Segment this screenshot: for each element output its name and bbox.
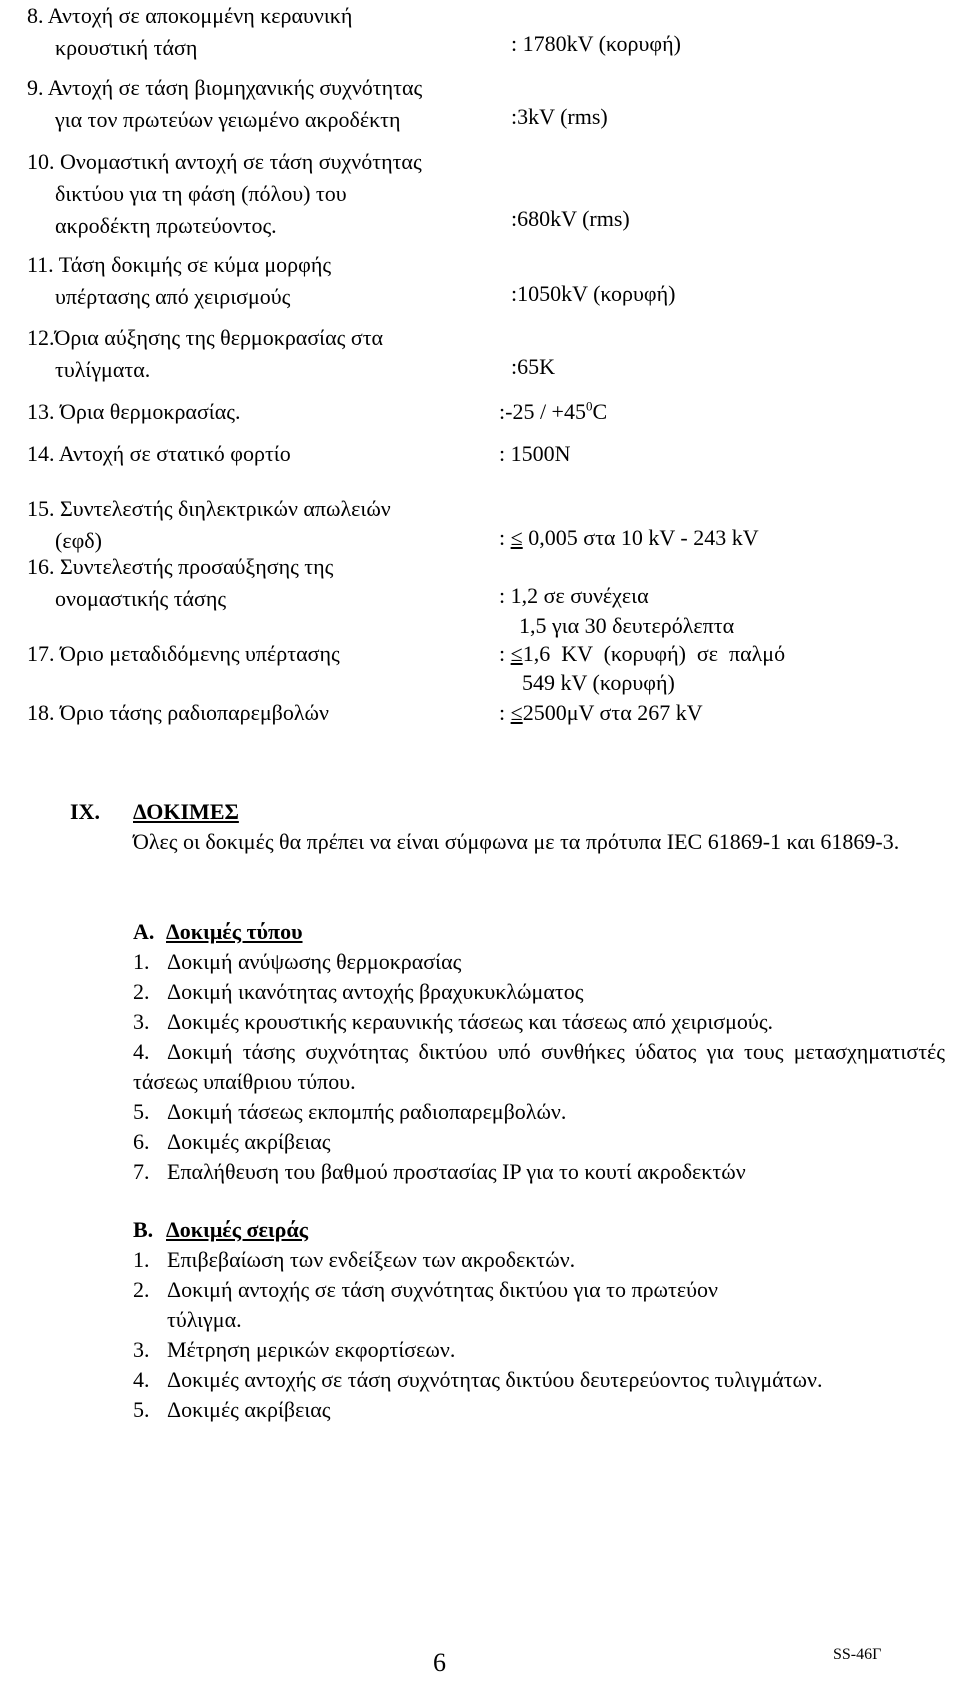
degree-superscript: 0: [585, 398, 593, 414]
leq-symbol: ≤: [510, 525, 523, 550]
routine-test-text-4: Δοκιμές αντοχής σε τάση συχνότητας δικτύου δευτερεύοντος τυλιγμάτων.: [167, 1367, 823, 1392]
section-intro: Όλες οι δοκιμές θα πρέπει να είναι σύμφωνα με τα πρότυπα IEC 61869-1 και 61869-3.: [133, 829, 900, 854]
spec-item-16-value-2: 1,5 για 30 δευτερόλεπτα: [519, 613, 735, 638]
spec-item-11-label: [27, 249, 331, 313]
type-test-item-1: [133, 947, 150, 977]
type-test-item-5: [133, 1097, 150, 1127]
type-tests-heading: Δοκιμές τύπου: [166, 919, 303, 944]
item-number: 3.: [133, 1009, 150, 1034]
spec-item-9-value: :3kV (rms): [511, 104, 608, 129]
routine-tests-heading: Δοκιμές σειράς: [166, 1217, 309, 1242]
leq-symbol: ≤: [510, 641, 523, 666]
section-number: IX.: [70, 799, 100, 824]
spec-line: ονομαστικής τάσης: [55, 586, 227, 611]
document-code: SS-46Γ: [833, 1646, 882, 1663]
spec-line: τυλίγματα.: [55, 357, 151, 382]
value-colon: :: [499, 700, 511, 725]
spec-line: 11. Τάση δοκιμής σε κύμα μορφής: [27, 252, 332, 277]
spec-item-10-label: [27, 146, 422, 242]
spec-item-12-value: :65K: [511, 354, 555, 379]
spec-item-12-label: [27, 322, 383, 386]
spec-line: 9. Αντοχή σε τάση βιομηχανικής συχνότητας: [27, 75, 423, 100]
item-number: 3.: [133, 1337, 150, 1362]
type-test-item-2: [133, 977, 150, 1007]
page-number: 6: [433, 1648, 446, 1677]
routine-test-item-4: [133, 1365, 150, 1395]
spec-item-18-label: [27, 697, 329, 729]
type-test-item-3: [133, 1007, 150, 1037]
type-test-item-7: [133, 1157, 150, 1187]
routine-test-item-3: [133, 1335, 150, 1365]
leq-symbol: ≤: [510, 700, 523, 725]
type-test-text-1: Δοκιμή ανύψωσης θερμοκρασίας: [167, 949, 462, 974]
value-unit: C: [592, 399, 608, 424]
spec-item-17-value: [499, 638, 943, 670]
routine-test-text-5: Δοκιμές ακρίβειας: [167, 1397, 331, 1422]
value-text: :-25 / +45: [499, 399, 586, 424]
spec-item-8-value: : 1780kV (κορυφή): [511, 31, 681, 56]
spec-line: (εφδ): [55, 528, 102, 553]
routine-test-text-3: Μέτρηση μερικών εκφορτίσεων.: [167, 1337, 456, 1362]
spec-line: 17. Όριο μεταδιδόμενης υπέρτασης: [27, 641, 340, 666]
spec-line: 18. Όριο τάσης ραδιοπαρεμβολών: [27, 700, 329, 725]
routine-test-text-2: Δοκιμή αντοχής σε τάση συχνότητας δικτύου για το πρωτεύον τύλιγμα.: [167, 1277, 718, 1332]
spec-item-16-value: : 1,2 σε συνέχεια: [499, 583, 649, 608]
spec-line: 14. Αντοχή σε στατικό φορτίο: [27, 441, 291, 466]
spec-line: υπέρτασης από χειρισμούς: [55, 284, 291, 309]
spec-line: ακροδέκτη πρωτεύοντος.: [55, 213, 277, 238]
routine-test-text-1: Επιβεβαίωση των ενδείξεων των ακροδεκτών.: [167, 1247, 576, 1272]
routine-test-item-1: [133, 1245, 150, 1275]
type-test-text-5: Δοκιμή τάσεως εκπομπής ραδιοπαρεμβολών.: [167, 1099, 567, 1124]
spec-item-8-label: [27, 0, 352, 64]
spec-item-15-label: [27, 493, 391, 557]
type-tests-letter: A.: [133, 919, 155, 944]
item-number: 5.: [133, 1397, 150, 1422]
spec-item-9-label: [27, 72, 422, 136]
type-test-text-6: Δοκιμές ακρίβειας: [167, 1129, 331, 1154]
value-text: 1,6 KV (κορυφή) σε παλμό: [522, 641, 786, 666]
spec-item-17-value-2: 549 kV (κορυφή): [522, 670, 675, 695]
spec-line: για τον πρωτεύων γειωμένο ακροδέκτη: [55, 107, 401, 132]
spec-line: δικτύου για τη φάση (πόλου) του: [55, 181, 347, 206]
item-number: 2.: [133, 1277, 150, 1302]
routine-test-item-5: [133, 1395, 150, 1425]
item-number: 4.: [133, 1039, 150, 1064]
type-test-item-6: [133, 1127, 150, 1157]
item-number: 7.: [133, 1159, 150, 1184]
type-test-text-2: Δοκιμή ικανότητας αντοχής βραχυκυκλώματος: [167, 979, 584, 1004]
value-colon: :: [499, 641, 511, 666]
spec-line: 8. Αντοχή σε αποκομμένη κεραυνική: [27, 3, 353, 28]
type-test-text-4: Δοκιμή τάσης συχνότητας δικτύου υπό συνθήκες ύδατος για τους μετασχηματιστές τάσεως υπαίθριου τύπου.: [133, 1039, 945, 1094]
spec-item-11-value: :1050kV (κορυφή): [511, 281, 676, 306]
item-number: 5.: [133, 1099, 150, 1124]
section-title: ΔΟΚΙΜΕΣ: [133, 799, 239, 824]
value-text: 2500μV στα 267 kV: [522, 700, 703, 725]
spec-item-18-value: [499, 697, 703, 729]
routine-tests-letter: B.: [133, 1217, 154, 1242]
spec-line: 15. Συντελεστής διηλεκτρικών απωλειών: [27, 496, 391, 521]
type-test-text-3: Δοκιμές κρουστικής κεραυνικής τάσεως και τάσεως από χειρισμούς.: [167, 1009, 774, 1034]
spec-item-14-label: [27, 438, 291, 470]
routine-test-item-2: [133, 1275, 150, 1305]
spec-line: κρουστική τάση: [55, 35, 198, 60]
spec-item-16-label: [27, 551, 333, 615]
spec-line: 12.Όρια αύξησης της θερμοκρασίας στα: [27, 325, 384, 350]
spec-item-15-value: [499, 522, 759, 554]
spec-item-10-value: :680kV (rms): [511, 206, 630, 231]
item-number: 1.: [133, 1247, 150, 1272]
spec-item-13-value: [499, 396, 607, 428]
item-number: 1.: [133, 949, 150, 974]
spec-item-17-label: [27, 638, 340, 670]
spec-item-13-label: [27, 396, 240, 428]
item-number: 4.: [133, 1367, 150, 1392]
type-test-text-7: Επαλήθευση του βαθμού προστασίας IP για το κουτί ακροδεκτών: [167, 1159, 746, 1184]
spec-line: 16. Συντελεστής προσαύξησης της: [27, 554, 334, 579]
spec-item-14-value: : 1500N: [499, 441, 571, 466]
value-colon: :: [499, 525, 511, 550]
spec-line: 10. Ονομαστική αντοχή σε τάση συχνότητας: [27, 149, 422, 174]
value-text: 0,005 στα 10 kV - 243 kV: [522, 525, 759, 550]
spec-line: 13. Όρια θερμοκρασίας.: [27, 399, 241, 424]
item-number: 6.: [133, 1129, 150, 1154]
item-number: 2.: [133, 979, 150, 1004]
